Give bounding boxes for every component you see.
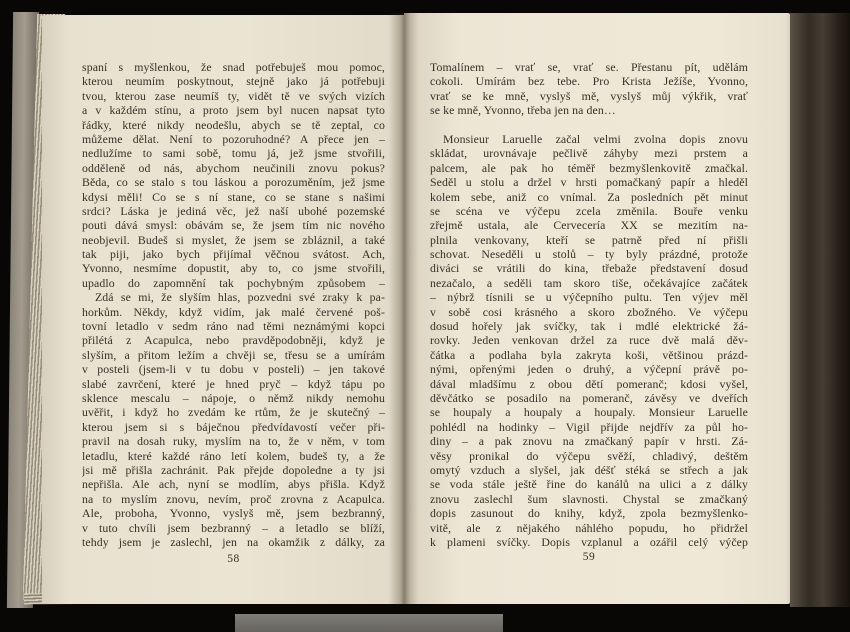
text-line: a v každém stínu, a proto jsem byl nucen napsat tyto xyxy=(82,103,385,118)
table-edge xyxy=(235,614,503,632)
text-line: diváci se vrátili do kina, třebaže představení dosud xyxy=(430,261,748,276)
page-text-left xyxy=(82,60,385,549)
text-line: se voda stále ještě řine do kanálů na ulici a z dálky xyxy=(430,477,748,492)
text-line: pravil na dosah ruky, myslím na to, že v něm, v tom xyxy=(82,434,385,449)
text-line: plnila venkovany, kteří se patrně před ní přišli xyxy=(430,232,748,247)
text-line: kolem sebe, aniž co vnímal. Za posledních pět minut xyxy=(430,189,748,204)
text-line: nezačalo, a seděli tam skoro tiše, očekávajíce začátek xyxy=(430,275,748,290)
text-line: nými, opřenými jeden o druhý, a výčepní právě po- xyxy=(430,362,748,377)
text-line: dosud hořely jak svíčky, tak i mdlé elektrické žá- xyxy=(430,319,748,334)
text-line: jsi mě přišla zachránit. Pak přejde dopoledne a ty jsi xyxy=(82,462,385,477)
text-line: Seděl u stolu a držel v hrsti pomačkaný papír a hleděl xyxy=(430,175,748,190)
text-line: se houpaly a houpaly a houpaly. Monsieur Laruelle xyxy=(430,405,748,420)
text-line: vitě, ale z nějakého náhlého popudu, ho přidržel xyxy=(430,520,748,535)
text-line: srdci? Láska je jediná věc, jež naší ubohé pozemské xyxy=(82,203,385,218)
text-line: čátka a podlaha byla zakryta koši, většinou prázd- xyxy=(430,347,748,362)
text-line: Yvonno, nesmíme dopustit, aby to, co jsme stvořili, xyxy=(82,261,385,276)
text-line: Běda, co se stalo s tou láskou a porozuměním, jež jsme xyxy=(82,175,385,190)
text-line: tovní letadlo v sedm ráno nad těmi neznámými kopci xyxy=(82,319,385,334)
page-number-right: 59 xyxy=(582,551,596,563)
page-number-left: 58 xyxy=(227,553,240,565)
book-fore-edge-shadow-right xyxy=(790,13,850,607)
text-line: Zdá se mi, že slyším hlas, pozvedni své zraky k pa- xyxy=(95,290,385,305)
page-text-right xyxy=(430,60,748,549)
text-line: nepřišla. Ale ach, nyní se modlím, abys přišla. Když xyxy=(82,477,385,492)
text-line: nedlužíme to sami sobě, tomu já, jež jsme stvořili, xyxy=(82,146,385,161)
text-line: sklence mescalu – nápoje, o němž nikdy nemohu xyxy=(82,390,385,405)
text-line: děvčátko se posadilo na pomeranč, závěsy ve dveřích xyxy=(430,390,748,405)
paragraph xyxy=(430,60,748,118)
text-line: tehdy jsem je zaslechl, jen na okamžik z dálky, za xyxy=(82,534,385,549)
paragraph xyxy=(430,132,748,549)
text-line: kdysi měli! Co se s ní stane, co se stane s našimi xyxy=(82,189,385,204)
text-line: neobjevil. Budeš si myslet, že jsem se zbláznil, a také xyxy=(82,232,385,247)
text-line: zřejmě ustala, ale Cervecería XX se mezitím na- xyxy=(430,218,748,233)
text-line: můžeme dělat. Není to pozoruhodné? A přece jen – xyxy=(82,131,385,146)
text-line: znovu zaslechl šum slavnosti. Chystal se zmačkaný xyxy=(430,491,748,506)
text-line: Ale, proboha, Yvonno, vyslyš mě, jsem bezbranný, xyxy=(82,506,385,521)
text-line: spaní s myšlenkou, že snad potřebuješ mou pomoc, xyxy=(82,60,385,74)
text-line: dával mladšímu z obou dětí pomeranč; kdosi vyšel, xyxy=(430,376,748,391)
text-line: odděleně od nás, abychom neučinili znovu pokus? xyxy=(82,160,385,175)
text-line: se ke mně, Yvonno, třeba jen na den… xyxy=(430,103,616,118)
text-line: kterou jsem si s báječnou předvídavostí večer při- xyxy=(82,419,385,434)
text-line: skládat, urovnávaje pečlivě záhyby mezi prstem a xyxy=(430,146,748,161)
text-line: k plameni svíčky. Dopis vzplanul a ozářil celý výčep xyxy=(430,534,748,549)
text-line: omytý vzduch a slyšel, jak déšť stéká se střech a jak xyxy=(430,462,748,477)
text-line: přilétá z Acapulca, nebo pravděpodobněji, když je xyxy=(82,333,385,348)
text-line: letadlu, které každé ráno letí kolem, budeš ty, a že xyxy=(82,448,385,463)
text-line: kterou neumím poskytnout, stejně jako já potřebuji xyxy=(82,74,385,89)
text-line: horkům. Někdy, když vidím, jak malé červené poš- xyxy=(82,304,385,319)
text-line: v tuto chvíli jsem bezbranný – a letadlo se blíží, xyxy=(82,520,385,535)
text-line: schovat. Neseděli u stolů – ty byly prázdné, protože xyxy=(430,247,748,262)
text-line: uvěřit, i když ho zvedám ke rtům, že je skutečný – xyxy=(82,405,385,420)
paragraph xyxy=(82,290,385,549)
text-line: v sobě cosi krásného a skoro zbožného. Ve výčepu xyxy=(430,304,748,319)
text-line: rovky. Jeden venkovan držel za ruce dvě malá děv- xyxy=(430,333,748,348)
text-line: palcem, ale pak ho téměř bezmyšlenkovitě zmačkal. xyxy=(430,160,748,175)
text-line: v posteli (jsem-li v tu dobu v posteli) – jen takové xyxy=(82,362,385,377)
text-line: tak piji, jako bych přijímal věčnou svátost. Ach, xyxy=(82,247,385,262)
text-line: upadlo do zapomnění tak pochybným způsobem – xyxy=(82,275,385,290)
text-line: se scéna ve výčepu zcela změnila. Bouře venku xyxy=(430,203,748,218)
text-line: pouti dává smysl: obávám se, že jsem tím nic nového xyxy=(82,218,385,233)
text-line: dopis zasunout do knihy, když, zpola bezmyšlenko- xyxy=(430,506,748,521)
paragraph xyxy=(82,60,385,290)
text-line: řádky, které nikdy neodešlu, abych se tě zeptal, co xyxy=(82,117,385,132)
text-line: – nýbrž tísnili se u výčepního pultu. Ten výjev měl xyxy=(430,290,748,305)
text-line: vrať se ke mně, vyslyš mě, vyslyš můj výkřik, vrať xyxy=(430,88,748,103)
text-line: věsy pronikal do výčepu svěží, chladivý, deštěm xyxy=(430,448,748,463)
text-line: tvou, kterou zase neumíš ty, vidět tě ve svých vizích xyxy=(82,88,385,103)
text-line: Tomalínem – vrať se, vrať se. Přestanu pít, udělám xyxy=(430,60,748,74)
text-line: cokoli. Umírám bez tebe. Pro Krista Ježíše, Yvonno, xyxy=(430,74,748,89)
text-line: Monsieur Laruelle začal velmi zvolna dopis znovu xyxy=(443,131,748,146)
text-line: slabé zavrčení, které je hned pryč – když tápu po xyxy=(82,376,385,391)
text-line: diny – a pak znovu na zmačkaný papír v hrsti. Zá- xyxy=(430,434,748,449)
text-line: pohlédl na hodinky – Vigil přijde nejdřív za půl ho- xyxy=(430,419,748,434)
text-line: na to myslím znovu, nevím, proč zrovna z Acapulca. xyxy=(82,491,385,506)
text-line: slyším, a přitom ležím a chvěji se, třesu se a umírám xyxy=(82,347,385,362)
